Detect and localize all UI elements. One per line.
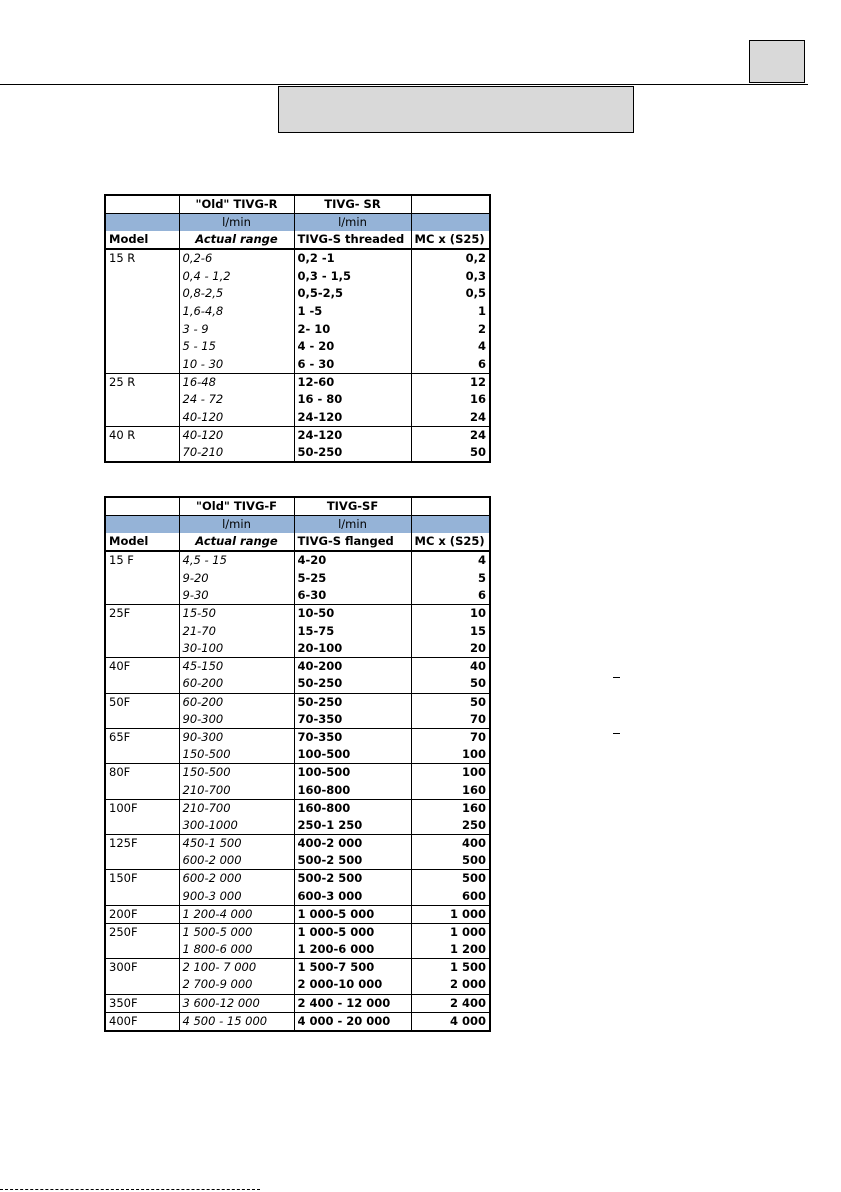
model-cell: 40 R xyxy=(105,426,179,444)
model-cell: 40F xyxy=(105,658,179,676)
old-range-cell: 15-50 xyxy=(179,605,294,623)
new-range-cell: 50-250 xyxy=(294,444,411,462)
mc-cell: 500 xyxy=(411,870,490,888)
model-cell xyxy=(105,285,179,303)
model-cell xyxy=(105,817,179,835)
table-header-row xyxy=(105,195,490,214)
old-range-cell: 45-150 xyxy=(179,658,294,676)
old-range-cell: 0,4 - 1,2 xyxy=(179,267,294,285)
old-range-cell: 9-20 xyxy=(179,569,294,587)
old-range-cell: 3 - 9 xyxy=(179,320,294,338)
header-rule xyxy=(0,84,808,85)
model-cell: 65F xyxy=(105,728,179,746)
new-range-cell: 400-2 000 xyxy=(294,835,411,853)
old-range-cell: 24 - 72 xyxy=(179,391,294,409)
table-row xyxy=(105,605,490,623)
old-range-cell: 4 500 - 15 000 xyxy=(179,1012,294,1031)
table-header-row xyxy=(105,497,490,516)
new-range-cell: 1 200-6 000 xyxy=(294,941,411,959)
col-mc-header: MC x (S25) xyxy=(411,231,490,249)
old-range-cell: 0,2-6 xyxy=(179,249,294,267)
old-unit: l/min xyxy=(179,516,294,534)
new-range-cell: 1 000-5 000 xyxy=(294,905,411,923)
mc-cell: 1 500 xyxy=(411,959,490,977)
model-cell xyxy=(105,941,179,959)
new-range-cell: 70-350 xyxy=(294,711,411,729)
new-range-cell: 10-50 xyxy=(294,605,411,623)
old-range-cell: 600-2 000 xyxy=(179,852,294,870)
mc-cell: 500 xyxy=(411,852,490,870)
table-row xyxy=(105,675,490,693)
old-range-cell: 300-1000 xyxy=(179,817,294,835)
old-range-cell: 210-700 xyxy=(179,781,294,799)
new-series-title: TIVG- SR xyxy=(294,195,411,214)
table-row xyxy=(105,852,490,870)
old-range-cell: 1 200-4 000 xyxy=(179,905,294,923)
table-row xyxy=(105,764,490,782)
model-cell: 400F xyxy=(105,1012,179,1031)
mc-cell: 6 xyxy=(411,587,490,605)
mc-cell: 100 xyxy=(411,746,490,764)
header-blank xyxy=(411,497,490,516)
header-blank xyxy=(105,497,179,516)
model-cell: 80F xyxy=(105,764,179,782)
old-range-cell: 900-3 000 xyxy=(179,888,294,906)
column-header-row xyxy=(105,533,490,551)
new-range-cell: 16 - 80 xyxy=(294,391,411,409)
col-old-header: Actual range xyxy=(179,231,294,249)
mc-cell: 2 400 xyxy=(411,994,490,1012)
new-range-cell: 500-2 500 xyxy=(294,870,411,888)
table-row xyxy=(105,728,490,746)
old-range-cell: 30-100 xyxy=(179,640,294,658)
model-cell xyxy=(105,746,179,764)
mc-cell: 4 000 xyxy=(411,1012,490,1031)
mc-cell: 0,3 xyxy=(411,267,490,285)
col-new-header: TIVG-S threaded xyxy=(294,231,411,249)
mc-cell: 50 xyxy=(411,444,490,462)
model-cell: 15 R xyxy=(109,251,136,266)
new-range-cell: 5-25 xyxy=(294,569,411,587)
old-range-cell: 16-48 xyxy=(179,373,294,391)
mc-cell: 16 xyxy=(411,391,490,409)
old-unit: l/min xyxy=(179,214,294,232)
old-range-cell: 10 - 30 xyxy=(179,356,294,374)
footer-rule xyxy=(0,1189,260,1190)
mc-cell: 160 xyxy=(411,799,490,817)
new-range-cell: 24-120 xyxy=(294,409,411,427)
model-cell xyxy=(105,888,179,906)
model-cell: 150F xyxy=(105,870,179,888)
page-number-box xyxy=(749,40,805,83)
new-range-cell: 0,5-2,5 xyxy=(294,285,411,303)
stray-mark xyxy=(613,677,620,678)
mc-cell: 1 xyxy=(411,303,490,321)
mc-cell: 160 xyxy=(411,781,490,799)
old-series-title: "Old" TIVG-R xyxy=(179,195,294,214)
old-series-title: "Old" TIVG-F xyxy=(179,497,294,516)
mc-cell: 2 xyxy=(411,320,490,338)
table-row xyxy=(105,1012,490,1031)
mc-cell: 0,5 xyxy=(411,285,490,303)
old-range-cell: 9-30 xyxy=(179,587,294,605)
mc-cell: 1 000 xyxy=(411,905,490,923)
mc-cell: 0,2 xyxy=(411,249,490,267)
table-row xyxy=(105,373,490,391)
old-range-cell: 40-120 xyxy=(179,426,294,444)
table-row xyxy=(105,285,490,303)
new-range-cell: 50-250 xyxy=(294,675,411,693)
old-range-cell: 70-210 xyxy=(179,444,294,462)
units-row xyxy=(105,214,490,232)
new-range-cell: 4 - 20 xyxy=(294,338,411,356)
table-row xyxy=(105,249,490,267)
mc-cell: 1 000 xyxy=(411,923,490,941)
table-row xyxy=(105,444,490,462)
flanged-conversion-table xyxy=(104,496,491,1032)
new-range-cell: 20-100 xyxy=(294,640,411,658)
model-cell: 300F xyxy=(105,959,179,977)
table-row xyxy=(105,303,490,321)
model-cell xyxy=(105,338,179,356)
old-range-cell: 21-70 xyxy=(179,622,294,640)
threaded-conversion-table xyxy=(104,194,491,463)
table-row xyxy=(105,941,490,959)
old-range-cell: 210-700 xyxy=(179,799,294,817)
header-blank xyxy=(411,195,490,214)
old-range-cell: 1 500-5 000 xyxy=(179,923,294,941)
model-cell: 25 R xyxy=(105,373,179,391)
old-range-cell: 60-200 xyxy=(179,693,294,711)
units-blank xyxy=(411,214,490,232)
table-row xyxy=(105,746,490,764)
table-row xyxy=(105,959,490,977)
table-row xyxy=(105,994,490,1012)
old-range-cell: 600-2 000 xyxy=(179,870,294,888)
model-cell xyxy=(105,640,179,658)
old-range-cell: 2 700-9 000 xyxy=(179,976,294,994)
table-row xyxy=(105,905,490,923)
table-row xyxy=(105,391,490,409)
old-range-cell: 2 100- 7 000 xyxy=(179,959,294,977)
mc-cell: 100 xyxy=(411,764,490,782)
new-range-cell: 500-2 500 xyxy=(294,852,411,870)
table-row xyxy=(105,569,490,587)
old-range-cell: 1 800-6 000 xyxy=(179,941,294,959)
table-row xyxy=(105,976,490,994)
table-row xyxy=(105,640,490,658)
table-row xyxy=(105,551,490,569)
mc-cell: 50 xyxy=(411,675,490,693)
model-cell xyxy=(105,852,179,870)
model-cell xyxy=(105,781,179,799)
model-cell xyxy=(105,569,179,587)
model-cell: 15 F xyxy=(109,553,134,568)
column-header-row xyxy=(105,231,490,249)
new-range-cell: 1 -5 xyxy=(294,303,411,321)
new-range-cell: 24-120 xyxy=(294,426,411,444)
new-series-title: TIVG-SF xyxy=(294,497,411,516)
table-row xyxy=(105,409,490,427)
mc-cell: 24 xyxy=(411,426,490,444)
table-row xyxy=(105,781,490,799)
new-range-cell: 4 000 - 20 000 xyxy=(294,1012,411,1031)
units-row xyxy=(105,516,490,534)
new-range-cell: 100-500 xyxy=(294,746,411,764)
new-unit: l/min xyxy=(294,214,411,232)
new-range-cell: 2 400 - 12 000 xyxy=(294,994,411,1012)
col-mc-header: MC x (S25) xyxy=(411,533,490,551)
mc-cell: 70 xyxy=(411,728,490,746)
new-range-cell: 160-800 xyxy=(294,781,411,799)
model-cell xyxy=(105,976,179,994)
model-cell xyxy=(105,587,179,605)
mc-cell: 12 xyxy=(411,373,490,391)
table-row xyxy=(105,693,490,711)
col-model-header: Model xyxy=(105,231,179,249)
col-model-header: Model xyxy=(105,533,179,551)
new-range-cell: 0,2 -1 xyxy=(294,249,411,267)
old-range-cell: 0,8-2,5 xyxy=(179,285,294,303)
new-range-cell: 160-800 xyxy=(294,799,411,817)
new-range-cell: 100-500 xyxy=(294,764,411,782)
model-cell: 350F xyxy=(105,994,179,1012)
table-row xyxy=(105,338,490,356)
old-range-cell: 450-1 500 xyxy=(179,835,294,853)
mc-cell: 250 xyxy=(411,817,490,835)
new-range-cell: 50-250 xyxy=(294,693,411,711)
old-range-cell: 1,6-4,8 xyxy=(179,303,294,321)
col-new-header: TIVG-S flanged xyxy=(294,533,411,551)
old-range-cell: 4,5 - 15 xyxy=(179,551,294,569)
table-row xyxy=(105,658,490,676)
table-row xyxy=(105,870,490,888)
new-range-cell: 0,3 - 1,5 xyxy=(294,267,411,285)
stray-mark xyxy=(613,733,620,734)
model-cell: 50F xyxy=(105,693,179,711)
mc-cell: 1 200 xyxy=(411,941,490,959)
mc-cell: 600 xyxy=(411,888,490,906)
header-blank xyxy=(105,195,179,214)
model-cell: 25F xyxy=(105,605,179,623)
mc-cell: 24 xyxy=(411,409,490,427)
model-cell: 250F xyxy=(105,923,179,941)
model-cell xyxy=(105,444,179,462)
mc-cell: 2 000 xyxy=(411,976,490,994)
table-row xyxy=(105,817,490,835)
table-row xyxy=(105,799,490,817)
old-range-cell: 3 600-12 000 xyxy=(179,994,294,1012)
new-range-cell: 15-75 xyxy=(294,622,411,640)
mc-cell: 6 xyxy=(411,356,490,374)
table-row xyxy=(105,622,490,640)
table-row xyxy=(105,835,490,853)
new-unit: l/min xyxy=(294,516,411,534)
model-cell xyxy=(105,391,179,409)
model-cell xyxy=(105,267,179,285)
new-range-cell: 6 - 30 xyxy=(294,356,411,374)
new-range-cell: 12-60 xyxy=(294,373,411,391)
title-box xyxy=(278,86,634,133)
table-row xyxy=(105,320,490,338)
table-row xyxy=(105,888,490,906)
new-range-cell: 2 000-10 000 xyxy=(294,976,411,994)
table-row xyxy=(105,267,490,285)
model-cell xyxy=(105,303,179,321)
model-cell xyxy=(105,320,179,338)
model-cell xyxy=(105,356,179,374)
model-cell xyxy=(105,675,179,693)
new-range-cell: 1 500-7 500 xyxy=(294,959,411,977)
model-cell xyxy=(105,711,179,729)
new-range-cell: 1 000-5 000 xyxy=(294,923,411,941)
mc-cell: 10 xyxy=(411,605,490,623)
new-range-cell: 4-20 xyxy=(294,551,411,569)
new-range-cell: 2- 10 xyxy=(294,320,411,338)
old-range-cell: 150-500 xyxy=(179,764,294,782)
old-range-cell: 90-300 xyxy=(179,728,294,746)
new-range-cell: 250-1 250 xyxy=(294,817,411,835)
old-range-cell: 90-300 xyxy=(179,711,294,729)
mc-cell: 70 xyxy=(411,711,490,729)
new-range-cell: 600-3 000 xyxy=(294,888,411,906)
new-range-cell: 70-350 xyxy=(294,728,411,746)
model-cell: 100F xyxy=(105,799,179,817)
table-row xyxy=(105,711,490,729)
units-blank xyxy=(411,516,490,534)
old-range-cell: 60-200 xyxy=(179,675,294,693)
model-cell: 200F xyxy=(105,905,179,923)
table-row xyxy=(105,923,490,941)
units-blank xyxy=(105,214,179,232)
model-cell: 125F xyxy=(105,835,179,853)
mc-cell: 4 xyxy=(411,551,490,569)
new-range-cell: 40-200 xyxy=(294,658,411,676)
col-old-header: Actual range xyxy=(179,533,294,551)
mc-cell: 4 xyxy=(411,338,490,356)
new-range-cell: 6-30 xyxy=(294,587,411,605)
model-cell xyxy=(105,409,179,427)
mc-cell: 15 xyxy=(411,622,490,640)
table-row xyxy=(105,356,490,374)
old-range-cell: 40-120 xyxy=(179,409,294,427)
old-range-cell: 5 - 15 xyxy=(179,338,294,356)
old-range-cell: 150-500 xyxy=(179,746,294,764)
mc-cell: 50 xyxy=(411,693,490,711)
model-cell xyxy=(105,622,179,640)
mc-cell: 40 xyxy=(411,658,490,676)
mc-cell: 5 xyxy=(411,569,490,587)
table-row xyxy=(105,587,490,605)
units-blank xyxy=(105,516,179,534)
table-row xyxy=(105,426,490,444)
mc-cell: 400 xyxy=(411,835,490,853)
mc-cell: 20 xyxy=(411,640,490,658)
